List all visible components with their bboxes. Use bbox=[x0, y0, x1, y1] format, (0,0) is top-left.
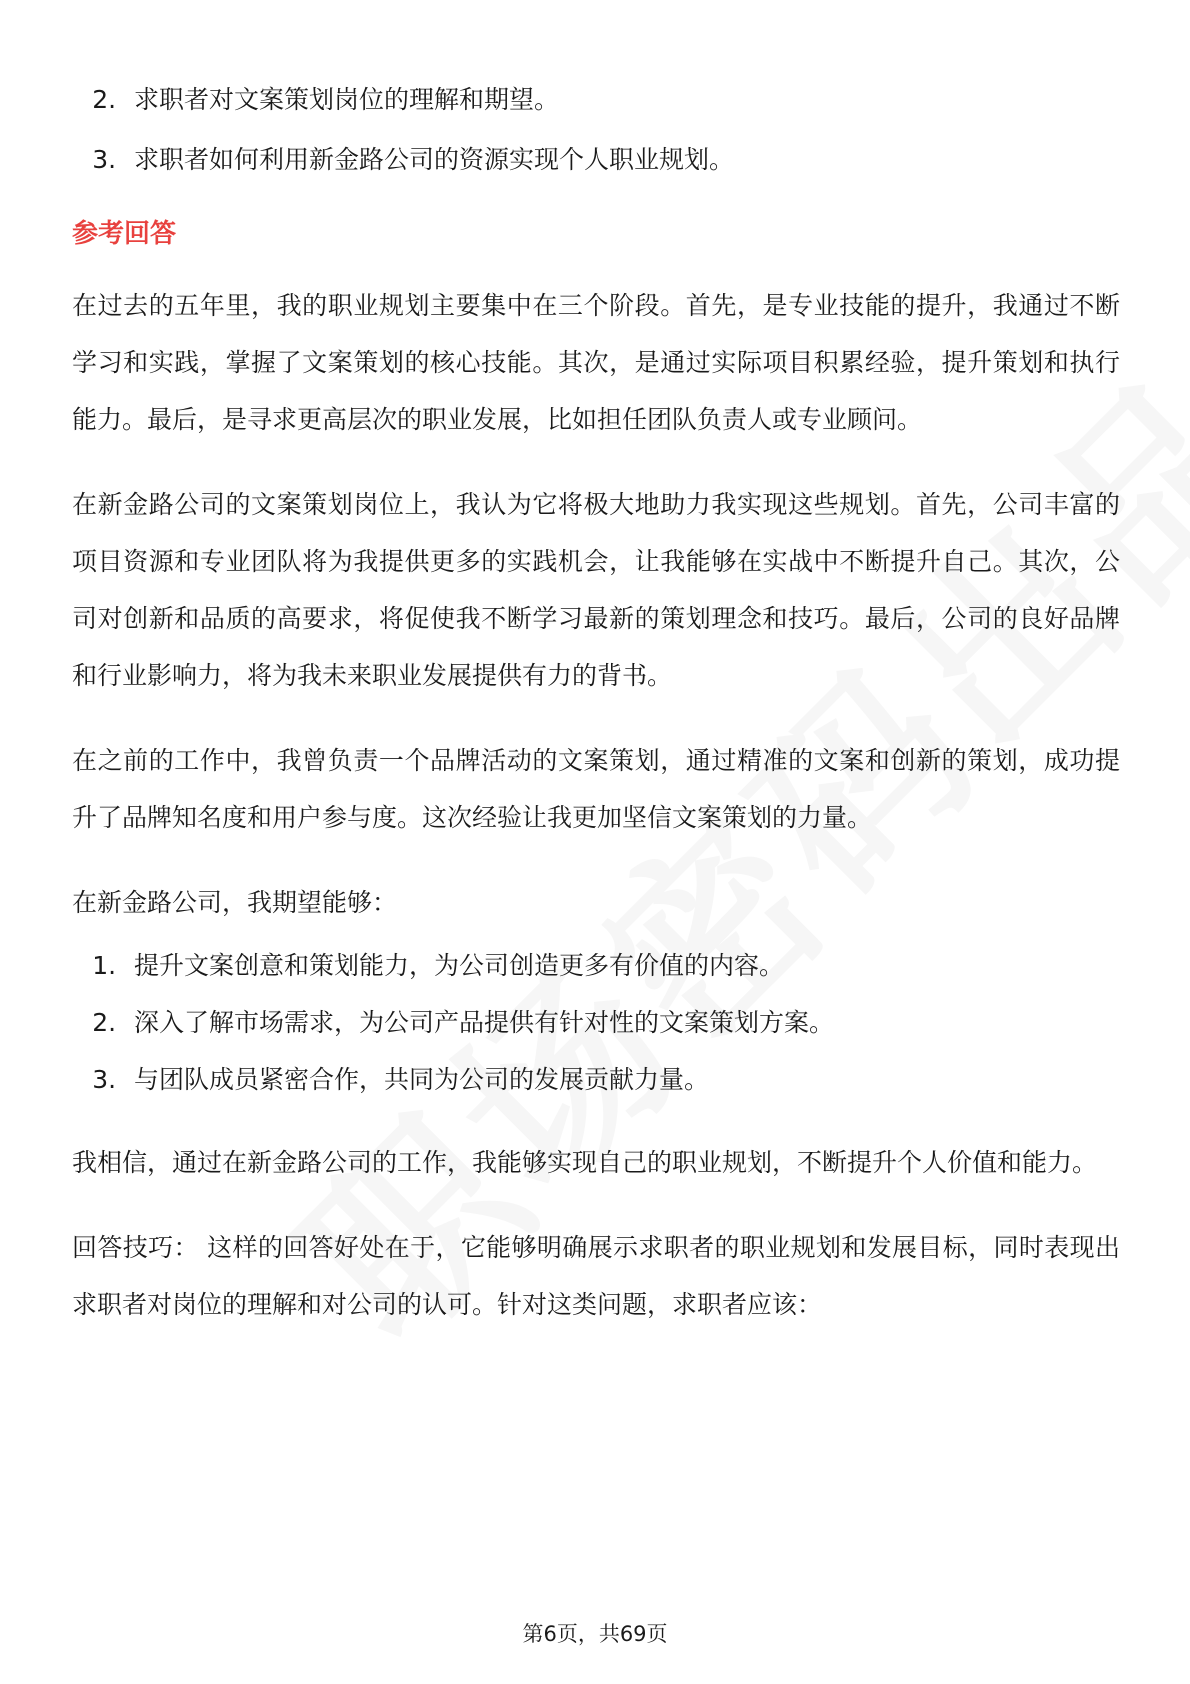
paragraph: 我相信，通过在新金路公司的工作，我能够实现自己的职业规划，不断提升个人价值和能力。 bbox=[72, 1148, 1098, 1177]
expectation-list bbox=[72, 937, 1120, 1108]
section-title: 参考回答 bbox=[72, 219, 177, 249]
list-item: 3. 求职者如何利用新金路公司的资源实现个人职业规划。 bbox=[124, 130, 1120, 190]
page-footer: 第6页，共69页 bbox=[522, 1622, 668, 1646]
paragraph: 在新金路公司的文案策划岗位上，我认为它将极大地助力我实现这些规划。首先，公司丰富的项目资源和专业团队将为我提供更多的实践机会，让我能够在实战中不断提升自己。其次，公司对创新和品质的高要求，将促使我不断学习最新的策划理念和技巧。最后，公司的良好品牌和行业影响力，将为我未来职业发展提供有力的背书。 bbox=[72, 490, 1120, 690]
paragraph: 在过去的五年里，我的职业规划主要集中在三个阶段。首先，是专业技能的提升，我通过不断学习和实践，掌握了文案策划的核心技能。其次，是通过实际项目积累经验，提升策划和执行能力。最后，是寻求更高层次的职业发展，比如担任团队负责人或专业顾问。 bbox=[72, 291, 1120, 434]
list-item: 2. 深入了解市场需求，为公司产品提供有针对性的文案策划方案。 bbox=[124, 994, 1120, 1051]
list-item: 3. 与团队成员紧密合作，共同为公司的发展贡献力量。 bbox=[124, 1051, 1120, 1108]
paragraph: 回答技巧： 这样的回答好处在于，它能够明确展示求职者的职业规划和发展目标，同时表现出求职者对岗位的理解和对公司的认可。针对这类问题，求职者应该： bbox=[72, 1233, 1120, 1319]
paragraph: 在新金路公司，我期望能够： bbox=[72, 888, 398, 917]
list-item: 1. 提升文案创意和策划能力，为公司创造更多有价值的内容。 bbox=[124, 937, 1120, 994]
paragraph: 在之前的工作中，我曾负责一个品牌活动的文案策划，通过精准的文案和创新的策划，成功提升了品牌知名度和用户参与度。这次经验让我更加坚信文案策划的力量。 bbox=[72, 746, 1120, 832]
page-content bbox=[72, 70, 1120, 1361]
question-list bbox=[72, 70, 1120, 190]
list-item: 2. 求职者对文案策划岗位的理解和期望。 bbox=[124, 70, 1120, 130]
